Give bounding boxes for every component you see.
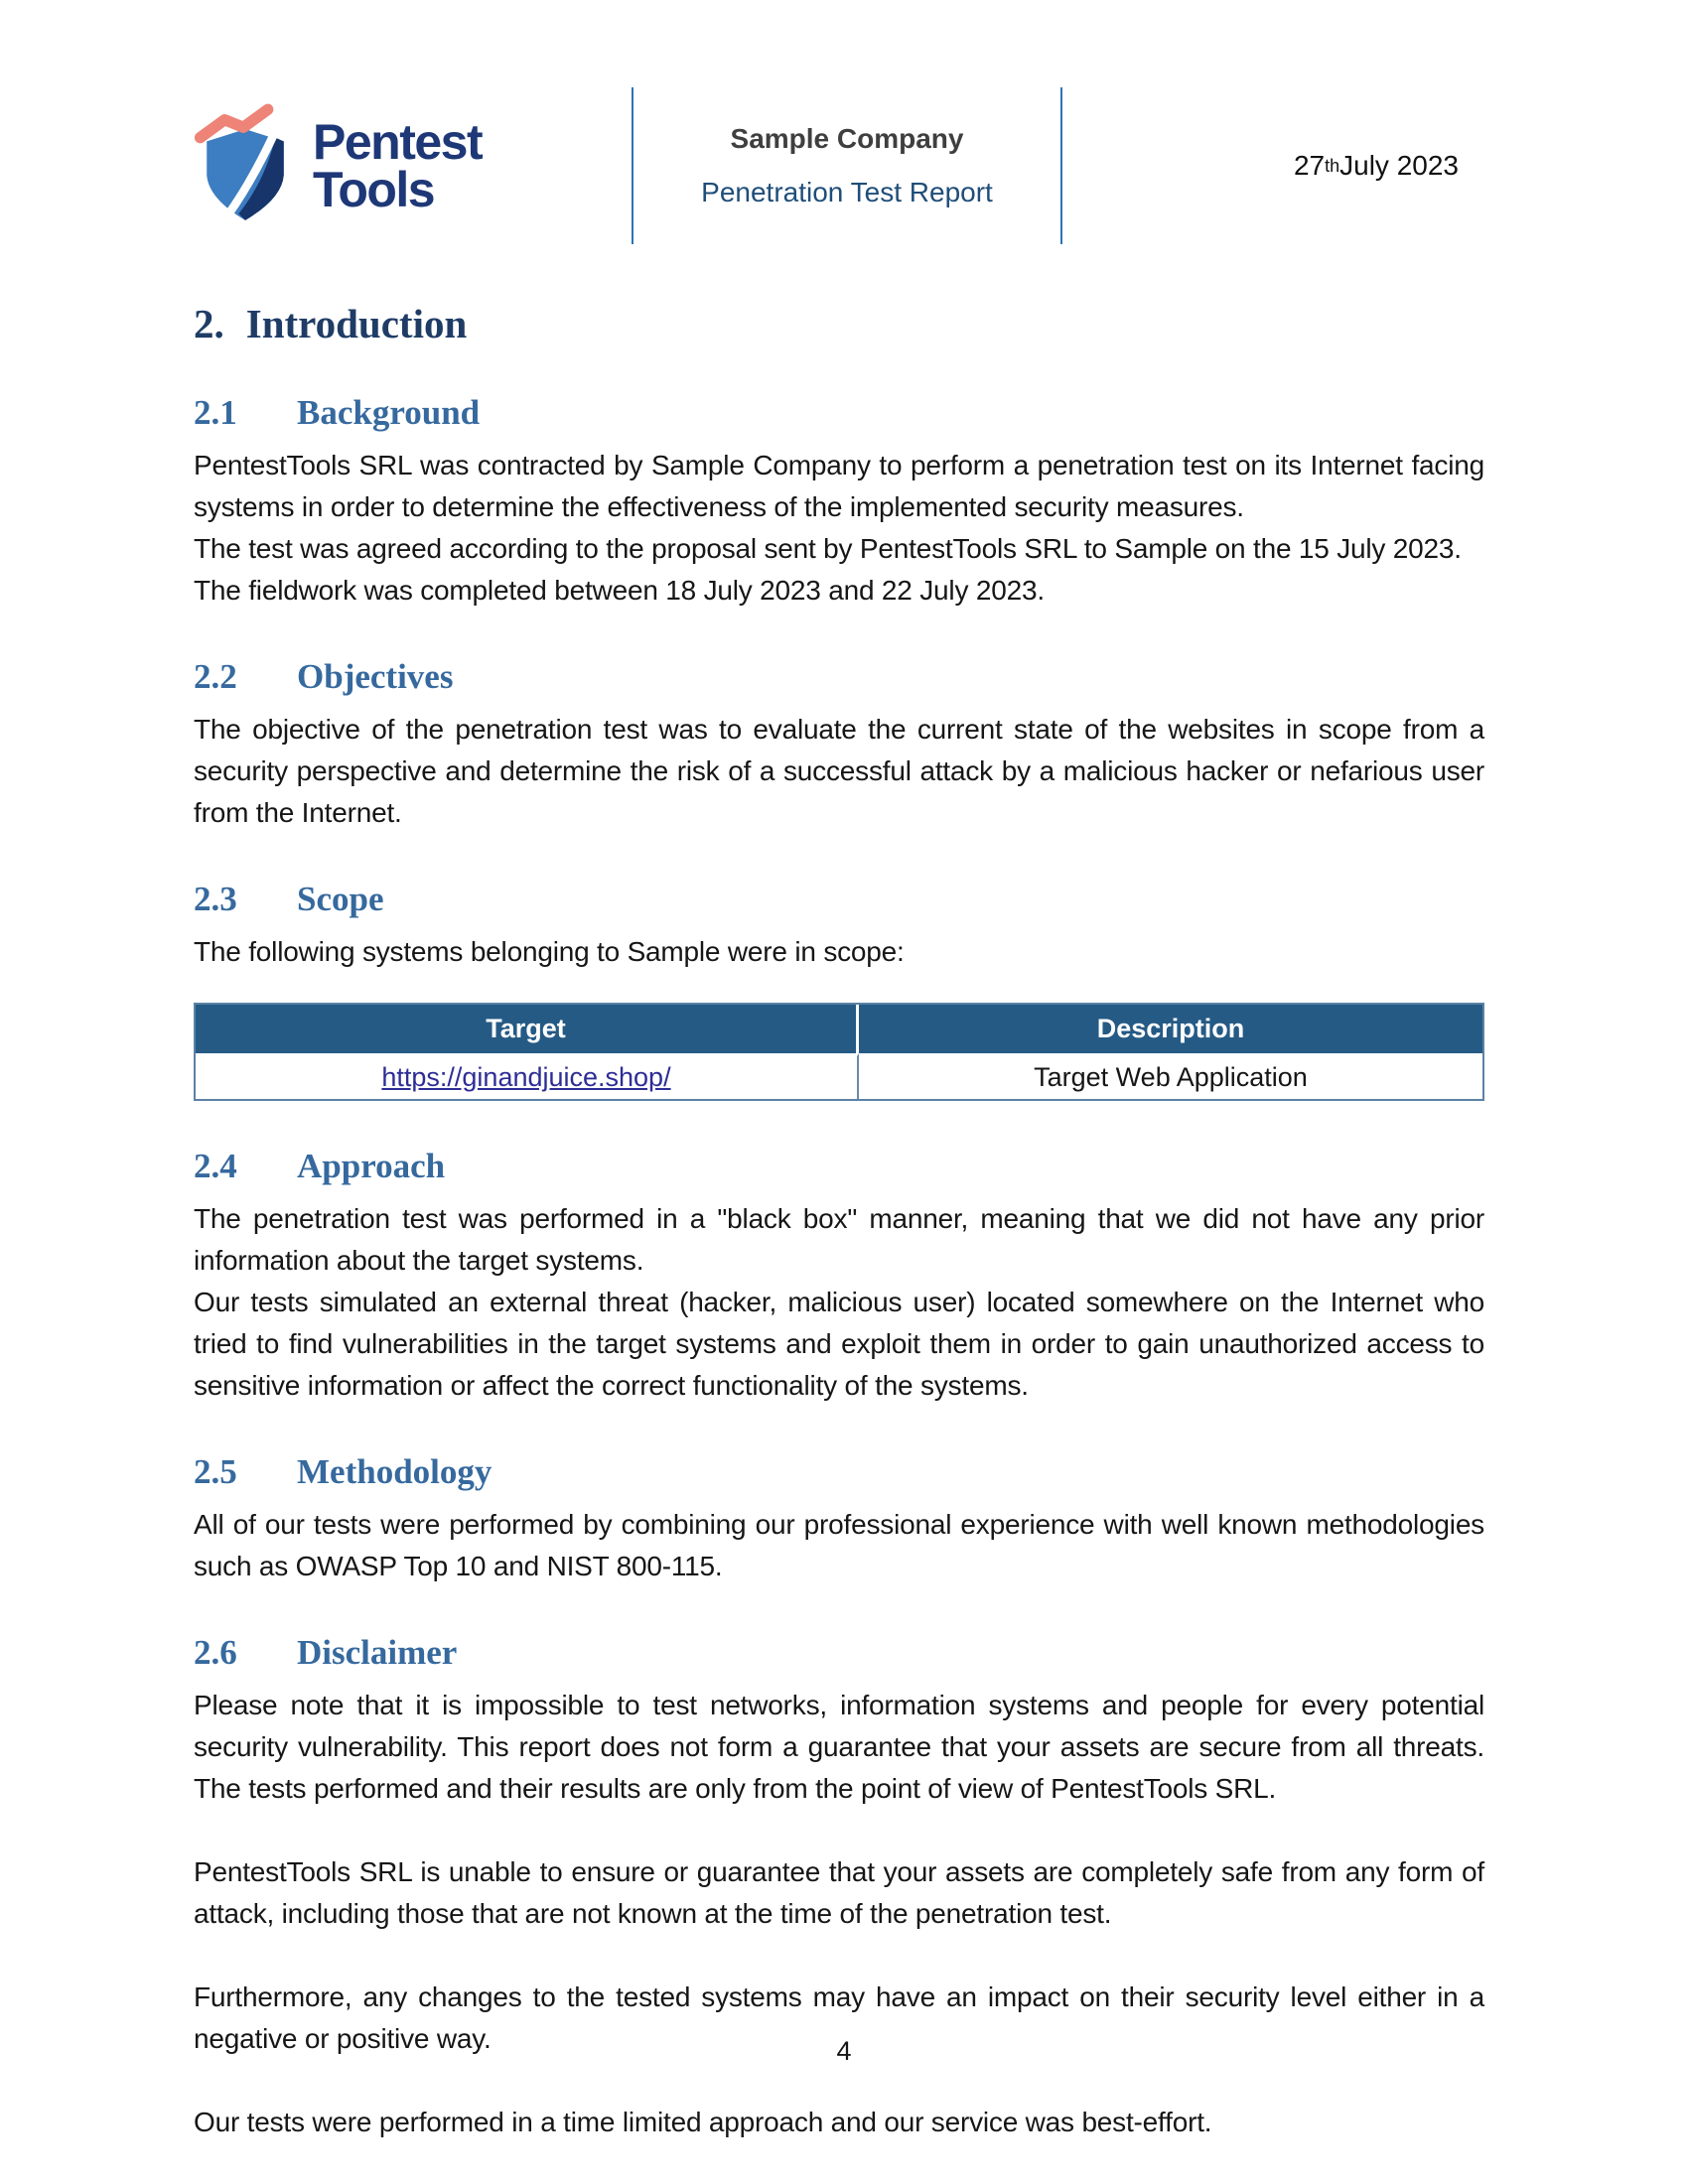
approach-paragraph: Our tests simulated an external threat (hacker, malicious user) located somewhere on the Internet who tried to find vulnerabilities in the target systems and exploit them in order to gain unauthorized access to sensitive information or affect the correct functionality of the systems.	[194, 1287, 1484, 1401]
background-paragraph: The test was agreed according to the proposal sent by PentestTools SRL to Sample on the 15 July 2023.	[194, 533, 1462, 564]
subsection-number: 2.2	[194, 657, 237, 696]
subsection-heading-approach	[194, 1147, 1484, 1186]
subsection-title: Methodology	[297, 1452, 492, 1491]
scope-table-header-row	[196, 1005, 1482, 1053]
report-date	[1062, 87, 1484, 244]
subsection-title: Objectives	[297, 657, 454, 696]
logo-word-tools: Tools	[313, 162, 435, 217]
document-content	[194, 300, 1484, 2143]
subsection-heading-scope	[194, 880, 1484, 919]
report-title: Penetration Test Report	[701, 177, 993, 207]
disclaimer-paragraph: Our tests were performed in a time limited approach and our service was best-effort.	[194, 2107, 1212, 2137]
pentesttools-logo	[194, 87, 632, 244]
objectives-paragraph: The objective of the penetration test was to evaluate the current state of the websites in scope from a security perspective and determine the risk of a successful attack by a malicious hacker or nefarious user from the Internet.	[194, 714, 1484, 828]
subsection-title: Approach	[297, 1147, 446, 1185]
date-ordinal: th	[1325, 155, 1340, 176]
subsection-number: 2.3	[194, 880, 237, 918]
page-header	[194, 87, 1484, 244]
subsection-title: Background	[297, 393, 481, 432]
subsection-title: Scope	[297, 880, 384, 918]
subsection-number: 2.5	[194, 1452, 237, 1491]
logo-wordmark	[313, 114, 483, 217]
date-day: 27	[1293, 150, 1326, 181]
disclaimer-paragraph: Please note that it is impossible to test networks, information systems and people for every potential security vulnerability. This report does not form a guarantee that your assets are secure from all threats. The tests performed and their results are only from the point of view of PentestTools SRL.	[194, 1690, 1484, 1804]
subsection-heading-disclaimer	[194, 1633, 1484, 1673]
header-title-block	[632, 87, 1062, 244]
scope-intro-paragraph: The following systems belonging to Sample were in scope:	[194, 936, 905, 967]
subsection-number: 2.1	[194, 393, 237, 432]
logo-word-pentest: Pentest	[313, 114, 483, 170]
shield-logo-icon	[194, 101, 297, 230]
scope-table	[194, 1003, 1484, 1101]
scope-description-cell: Target Web Application	[859, 1053, 1482, 1099]
scope-target-cell	[196, 1053, 859, 1099]
approach-paragraph: The penetration test was performed in a "black box" manner, meaning that we did not have any prior information about the target systems.	[194, 1203, 1484, 1276]
background-paragraph: PentestTools SRL was contracted by Sample Company to perform a penetration test on its Internet facing systems in order to determine the effectiveness of the implemented security measures.	[194, 450, 1484, 522]
scope-table-row	[196, 1053, 1482, 1099]
background-paragraph: The fieldwork was completed between 18 July 2023 and 22 July 2023.	[194, 575, 1045, 606]
section-number: 2.	[194, 301, 224, 346]
scope-table-header-description: Description	[859, 1005, 1482, 1053]
target-url-link[interactable]: https://ginandjuice.shop/	[381, 1062, 671, 1092]
disclaimer-paragraph: PentestTools SRL is unable to ensure or guarantee that your assets are completely safe from any form of attack, including those that are not known at the time of the penetration test.	[194, 1856, 1484, 1929]
subsection-number: 2.6	[194, 1633, 237, 1672]
subsection-heading-background	[194, 393, 1484, 433]
section-heading-introduction	[194, 300, 1484, 347]
scope-table-header-target: Target	[196, 1005, 859, 1053]
subsection-number: 2.4	[194, 1147, 237, 1185]
company-name: Sample Company	[730, 123, 964, 154]
subsection-heading-objectives	[194, 657, 1484, 697]
methodology-paragraph: All of our tests were performed by combining our professional experience with well known methodologies such as OWASP Top 10 and NIST 800-115.	[194, 1509, 1484, 1581]
subsection-heading-methodology	[194, 1452, 1484, 1492]
subsection-title: Disclaimer	[297, 1633, 458, 1672]
date-month-year: July 2023	[1339, 150, 1459, 181]
section-title: Introduction	[245, 301, 468, 346]
page-number: 4	[836, 2036, 852, 2066]
disclaimer-paragraph: Furthermore, any changes to the tested systems may have an impact on their security level either in a negative or positive way.	[194, 1981, 1484, 2054]
